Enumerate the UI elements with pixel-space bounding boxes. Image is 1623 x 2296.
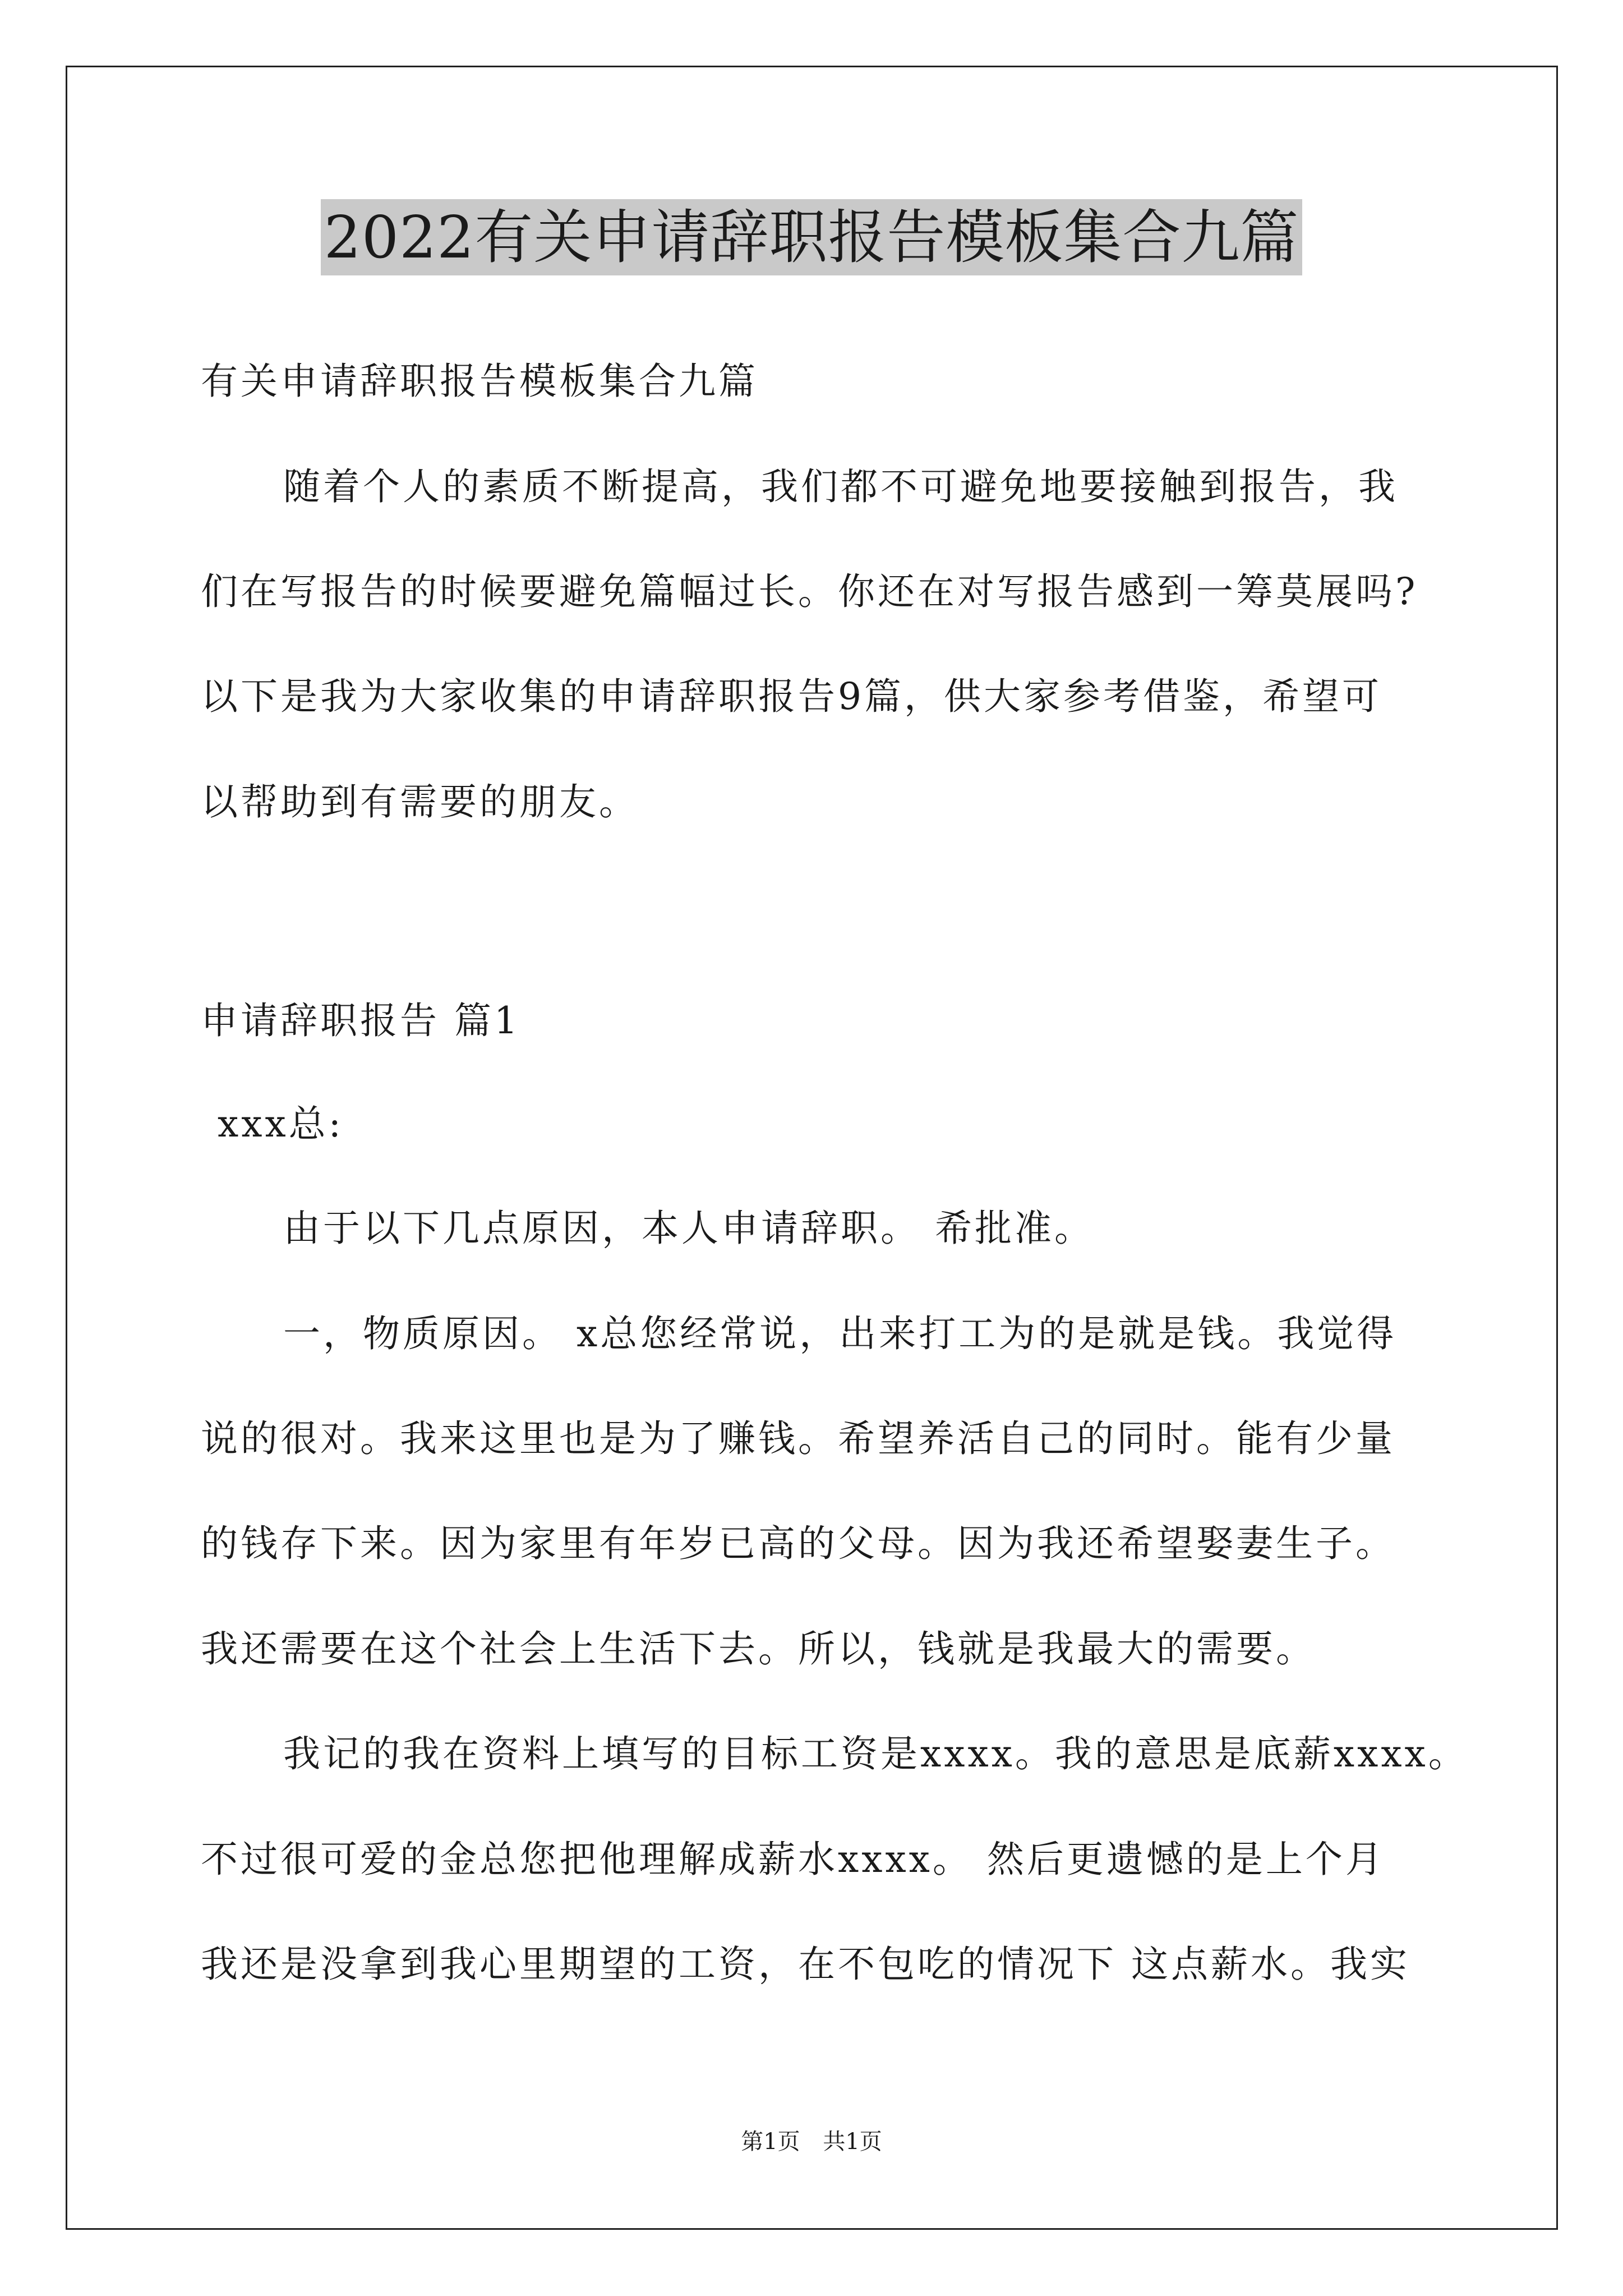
body-line-1: 由于以下几点原因，本人申请辞职。 希批准。	[283, 1207, 1094, 1250]
page-total: 共1页	[823, 2129, 882, 2155]
document-subtitle: 有关申请辞职报告模板集合九篇	[201, 360, 758, 403]
document-title: 2022有关申请辞职报告模板集合九篇	[321, 199, 1303, 275]
body-line-6: 我记的我在资料上填写的目标工资是xxxx。我的意思是底薪xxxx。	[283, 1732, 1468, 1775]
body-line-7: 不过很可爱的金总您把他理解成薪水xxxx。 然后更遗憾的是上个月	[201, 1838, 1385, 1881]
body-line-8: 我还是没拿到我心里期望的工资，在不包吃的情况下 这点薪水。我实	[201, 1943, 1410, 1986]
body-line-4: 的钱存下来。因为家里有年岁已高的父母。因为我还希望娶妻生子。	[201, 1522, 1395, 1565]
intro-line-3: 以下是我为大家收集的申请辞职报告9篇，供大家参考借鉴，希望可	[201, 675, 1382, 718]
salutation: xxx总:	[218, 1102, 344, 1145]
page-footer	[0, 2127, 1623, 2156]
page-number: 第1页	[741, 2129, 800, 2155]
body-line-2: 一，物质原因。 x总您经常说，出来打工为的是就是钱。我觉得	[283, 1312, 1397, 1355]
intro-line-4: 以帮助到有需要的朋友。	[201, 780, 639, 823]
intro-line-2: 们在写报告的时候要避免篇幅过长。你还在对写报告感到一筹莫展吗?	[201, 570, 1418, 613]
body-line-5: 我还需要在这个社会上生活下去。所以，钱就是我最大的需要。	[201, 1627, 1316, 1671]
title-container	[0, 199, 1623, 275]
intro-line-1: 随着个人的素质不断提高，我们都不可避免地要接触到报告，我	[283, 465, 1398, 508]
body-line-3: 说的很对。我来这里也是为了赚钱。希望养活自己的同时。能有少量	[201, 1417, 1395, 1460]
section-heading: 申请辞职报告 篇1	[201, 999, 520, 1042]
